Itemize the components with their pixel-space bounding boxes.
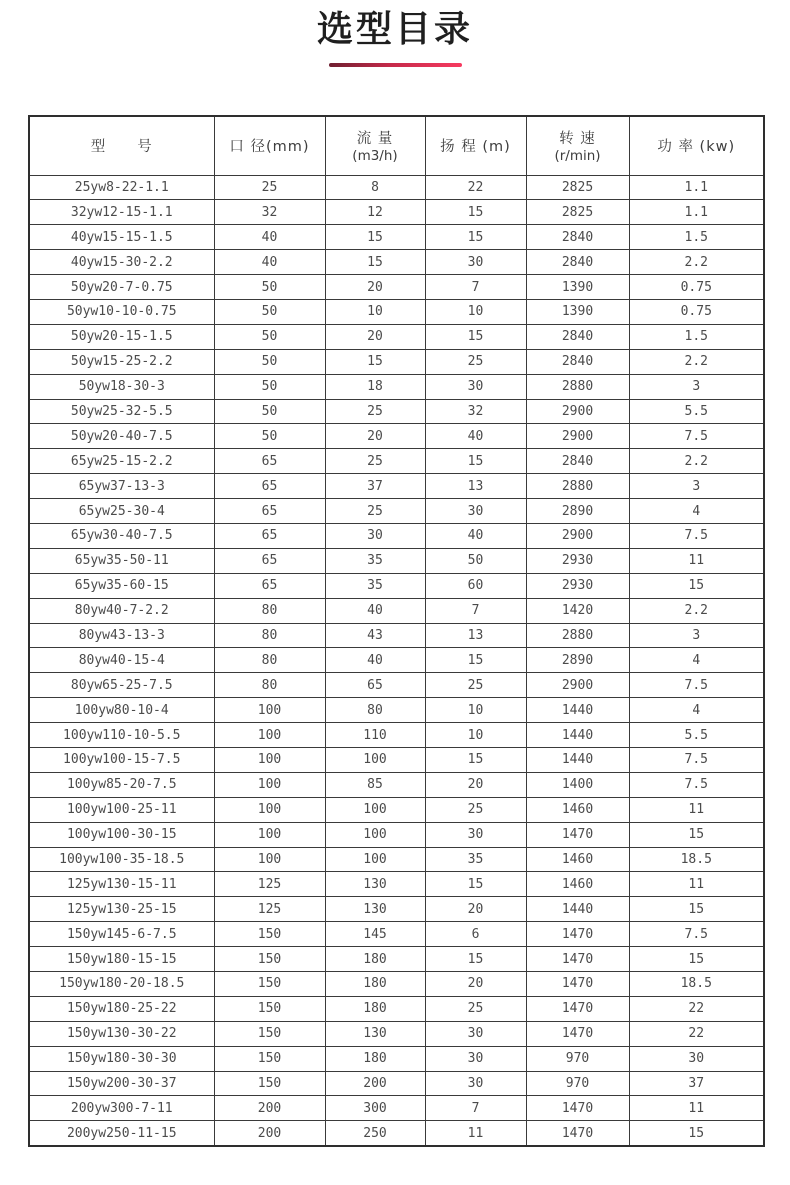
table-cell: 65 (214, 474, 325, 499)
table-cell: 1440 (526, 698, 629, 723)
table-cell: 145 (325, 922, 425, 947)
table-row (29, 772, 764, 797)
table-cell: 180 (325, 1046, 425, 1071)
table-cell: 85 (325, 772, 425, 797)
table-cell: 2840 (526, 324, 629, 349)
table-cell: 22 (425, 175, 526, 200)
table-cell: 11 (629, 797, 764, 822)
page-title: 选型目录 (316, 9, 473, 50)
table-cell: 65yw30-40-7.5 (29, 523, 214, 548)
table-cell: 10 (425, 723, 526, 748)
table-cell: 50 (214, 349, 325, 374)
column-header-power: 功 率 (kw) (629, 116, 764, 175)
table-cell: 20 (325, 324, 425, 349)
table-cell: 1440 (526, 723, 629, 748)
table-cell: 80yw40-7-2.2 (29, 598, 214, 623)
table-cell: 30 (425, 1021, 526, 1046)
table-cell: 150 (214, 1021, 325, 1046)
table-cell: 125yw130-25-15 (29, 897, 214, 922)
column-header-bore: 口 径(mm) (214, 116, 325, 175)
table-cell: 1440 (526, 897, 629, 922)
table-cell: 15 (425, 200, 526, 225)
table-cell: 150yw200-30-37 (29, 1071, 214, 1096)
table-cell: 150 (214, 922, 325, 947)
table-cell: 1.1 (629, 200, 764, 225)
table-cell: 15 (629, 947, 764, 972)
table-cell: 200yw300-7-11 (29, 1096, 214, 1121)
table-cell: 100yw85-20-7.5 (29, 772, 214, 797)
table-cell: 7.5 (629, 772, 764, 797)
table-header-row (29, 116, 764, 175)
table-cell: 2880 (526, 474, 629, 499)
table-cell: 7.5 (629, 424, 764, 449)
table-cell: 25 (425, 996, 526, 1021)
table-cell: 130 (325, 1021, 425, 1046)
table-row (29, 847, 764, 872)
table-cell: 50 (214, 424, 325, 449)
table-cell: 3 (629, 623, 764, 648)
table-cell: 15 (425, 947, 526, 972)
table-cell: 50 (425, 548, 526, 573)
table-cell: 40 (325, 598, 425, 623)
table-cell: 100 (214, 747, 325, 772)
table-row (29, 1096, 764, 1121)
table-cell: 2825 (526, 175, 629, 200)
table-cell: 30 (425, 822, 526, 847)
table-cell: 13 (425, 474, 526, 499)
table-cell: 7 (425, 275, 526, 300)
table-cell: 15 (629, 897, 764, 922)
table-row (29, 947, 764, 972)
table-cell: 1460 (526, 872, 629, 897)
table-cell: 65yw35-50-11 (29, 548, 214, 573)
table-cell: 110 (325, 723, 425, 748)
table-cell: 100yw110-10-5.5 (29, 723, 214, 748)
table-cell: 200yw250-11-15 (29, 1121, 214, 1146)
table-cell: 0.75 (629, 299, 764, 324)
table-cell: 25 (425, 349, 526, 374)
table-cell: 130 (325, 897, 425, 922)
table-cell: 180 (325, 972, 425, 997)
table-cell: 25 (325, 449, 425, 474)
table-cell: 125yw130-15-11 (29, 872, 214, 897)
table-cell: 43 (325, 623, 425, 648)
table-row (29, 1046, 764, 1071)
table-row (29, 922, 764, 947)
table-cell: 150 (214, 1071, 325, 1096)
table-cell: 50 (214, 299, 325, 324)
table-row (29, 424, 764, 449)
table-cell: 2890 (526, 648, 629, 673)
table-cell: 30 (425, 1046, 526, 1071)
table-cell: 22 (629, 996, 764, 1021)
table-cell: 2.2 (629, 449, 764, 474)
table-cell: 25 (425, 673, 526, 698)
table-cell: 50yw20-7-0.75 (29, 275, 214, 300)
column-header-head: 扬 程 (m) (425, 116, 526, 175)
table-cell: 11 (629, 1096, 764, 1121)
table-cell: 4 (629, 499, 764, 524)
table-cell: 40 (425, 424, 526, 449)
table-cell: 2840 (526, 449, 629, 474)
table-cell: 7.5 (629, 922, 764, 947)
table-cell: 2840 (526, 225, 629, 250)
table-cell: 32yw12-15-1.1 (29, 200, 214, 225)
table-cell: 100yw100-25-11 (29, 797, 214, 822)
table-row (29, 374, 764, 399)
table-cell: 1460 (526, 847, 629, 872)
table-cell: 25 (425, 797, 526, 822)
table-cell: 150 (214, 947, 325, 972)
table-cell: 200 (214, 1096, 325, 1121)
table-cell: 150 (214, 996, 325, 1021)
table-cell: 2900 (526, 673, 629, 698)
table-cell: 2900 (526, 424, 629, 449)
table-row (29, 399, 764, 424)
table-row (29, 698, 764, 723)
table-row (29, 349, 764, 374)
table-cell: 11 (629, 872, 764, 897)
table-cell: 2930 (526, 548, 629, 573)
table-cell: 15 (425, 324, 526, 349)
table-cell: 180 (325, 996, 425, 1021)
table-cell: 40yw15-15-1.5 (29, 225, 214, 250)
table-row (29, 747, 764, 772)
table-cell: 7.5 (629, 747, 764, 772)
table-cell: 100yw100-35-18.5 (29, 847, 214, 872)
table-row (29, 324, 764, 349)
table-cell: 65yw35-60-15 (29, 573, 214, 598)
table-cell: 15 (629, 573, 764, 598)
table-row (29, 474, 764, 499)
table-cell: 15 (325, 250, 425, 275)
table-cell: 25 (214, 175, 325, 200)
table-cell: 1470 (526, 922, 629, 947)
table-cell: 50 (214, 374, 325, 399)
table-cell: 1470 (526, 1121, 629, 1146)
table-cell: 7.5 (629, 673, 764, 698)
table-cell: 2900 (526, 523, 629, 548)
table-cell: 32 (425, 399, 526, 424)
table-cell: 150 (214, 972, 325, 997)
table-cell: 65yw37-13-3 (29, 474, 214, 499)
table-cell: 150yw180-25-22 (29, 996, 214, 1021)
table-cell: 25 (325, 399, 425, 424)
table-row (29, 250, 764, 275)
table-cell: 50yw20-15-1.5 (29, 324, 214, 349)
table-cell: 100 (214, 847, 325, 872)
table-cell: 50 (214, 324, 325, 349)
table-cell: 30 (425, 374, 526, 399)
table-cell: 1470 (526, 996, 629, 1021)
table-row (29, 299, 764, 324)
table-cell: 65 (214, 449, 325, 474)
table-cell: 11 (629, 548, 764, 573)
table-cell: 30 (629, 1046, 764, 1071)
table-cell: 100yw100-30-15 (29, 822, 214, 847)
table-cell: 35 (325, 548, 425, 573)
table-cell: 150yw180-30-30 (29, 1046, 214, 1071)
table-cell: 40 (325, 648, 425, 673)
table-cell: 65yw25-30-4 (29, 499, 214, 524)
table-cell: 2900 (526, 399, 629, 424)
table-cell: 150yw145-6-7.5 (29, 922, 214, 947)
table-cell: 15 (425, 648, 526, 673)
table-cell: 65 (214, 548, 325, 573)
table-cell: 100yw80-10-4 (29, 698, 214, 723)
table-cell: 1390 (526, 275, 629, 300)
table-cell: 8 (325, 175, 425, 200)
table-cell: 100 (325, 822, 425, 847)
table-cell: 3 (629, 374, 764, 399)
table-cell: 100 (214, 772, 325, 797)
table-cell: 1.5 (629, 324, 764, 349)
table-row (29, 175, 764, 200)
table-cell: 200 (214, 1121, 325, 1146)
table-row (29, 449, 764, 474)
table-cell: 7.5 (629, 523, 764, 548)
table-cell: 18 (325, 374, 425, 399)
table-cell: 150yw130-30-22 (29, 1021, 214, 1046)
table-row (29, 1021, 764, 1046)
table-cell: 100 (214, 797, 325, 822)
table-cell: 50yw15-25-2.2 (29, 349, 214, 374)
table-cell: 15 (425, 872, 526, 897)
table-cell: 2890 (526, 499, 629, 524)
table-cell: 50 (214, 275, 325, 300)
table-cell: 250 (325, 1121, 425, 1146)
column-header-flow: 流 量 (m3/h) (325, 116, 425, 175)
table-cell: 12 (325, 200, 425, 225)
table-row (29, 797, 764, 822)
table-cell: 15 (325, 225, 425, 250)
table-cell: 30 (325, 523, 425, 548)
table-cell: 10 (425, 698, 526, 723)
table-cell: 2.2 (629, 598, 764, 623)
table-cell: 2840 (526, 250, 629, 275)
table-cell: 1400 (526, 772, 629, 797)
table-row (29, 499, 764, 524)
table-cell: 20 (425, 972, 526, 997)
table-row (29, 972, 764, 997)
table-cell: 80 (214, 673, 325, 698)
table-cell: 10 (325, 299, 425, 324)
table-cell: 100 (325, 797, 425, 822)
table-cell: 1.5 (629, 225, 764, 250)
table-cell: 4 (629, 648, 764, 673)
table-cell: 5.5 (629, 723, 764, 748)
table-row (29, 648, 764, 673)
table-cell: 65 (214, 499, 325, 524)
column-header-speed: 转 速 (r/min) (526, 116, 629, 175)
table-cell: 150yw180-20-18.5 (29, 972, 214, 997)
table-cell: 10 (425, 299, 526, 324)
table-cell: 6 (425, 922, 526, 947)
table-cell: 1470 (526, 822, 629, 847)
table-cell: 15 (425, 747, 526, 772)
table-row (29, 723, 764, 748)
table-cell: 65 (325, 673, 425, 698)
table-cell: 2930 (526, 573, 629, 598)
table-cell: 180 (325, 947, 425, 972)
table-cell: 1470 (526, 947, 629, 972)
table-cell: 0.75 (629, 275, 764, 300)
table-cell: 150 (214, 1046, 325, 1071)
table-cell: 30 (425, 1071, 526, 1096)
table-cell: 5.5 (629, 399, 764, 424)
table-cell: 32 (214, 200, 325, 225)
table-cell: 40 (425, 523, 526, 548)
table-cell: 1470 (526, 1096, 629, 1121)
column-header-model: 型 号 (29, 116, 214, 175)
table-cell: 20 (425, 897, 526, 922)
table-row (29, 523, 764, 548)
table-cell: 35 (325, 573, 425, 598)
table-cell: 80 (214, 623, 325, 648)
table-cell: 100yw100-15-7.5 (29, 747, 214, 772)
table-row (29, 548, 764, 573)
table-cell: 200 (325, 1071, 425, 1096)
table-cell: 18.5 (629, 972, 764, 997)
table-cell: 50yw25-32-5.5 (29, 399, 214, 424)
table-cell: 150yw180-15-15 (29, 947, 214, 972)
table-row (29, 623, 764, 648)
table-row (29, 225, 764, 250)
table-cell: 970 (526, 1046, 629, 1071)
table-cell: 100 (325, 747, 425, 772)
table-cell: 80 (214, 598, 325, 623)
table-cell: 300 (325, 1096, 425, 1121)
table-cell: 2840 (526, 349, 629, 374)
table-cell: 35 (425, 847, 526, 872)
table-cell: 30 (425, 499, 526, 524)
table-cell: 100 (214, 698, 325, 723)
table-cell: 20 (325, 275, 425, 300)
table-row (29, 996, 764, 1021)
table-cell: 2.2 (629, 349, 764, 374)
table-cell: 1.1 (629, 175, 764, 200)
table-cell: 1470 (526, 1021, 629, 1046)
table-cell: 50 (214, 399, 325, 424)
table-body (29, 175, 764, 1146)
table-cell: 7 (425, 1096, 526, 1121)
table-cell: 1440 (526, 747, 629, 772)
title-underline-accent (329, 63, 462, 67)
table-cell: 65 (214, 523, 325, 548)
table-cell: 20 (325, 424, 425, 449)
table-cell: 37 (325, 474, 425, 499)
table-cell: 125 (214, 897, 325, 922)
table-row (29, 598, 764, 623)
table-cell: 40yw15-30-2.2 (29, 250, 214, 275)
table-cell: 80yw65-25-7.5 (29, 673, 214, 698)
table-row (29, 897, 764, 922)
table-cell: 1390 (526, 299, 629, 324)
table-cell: 22 (629, 1021, 764, 1046)
table-cell: 3 (629, 474, 764, 499)
table-cell: 100 (325, 847, 425, 872)
table-cell: 30 (425, 250, 526, 275)
table-row (29, 673, 764, 698)
table-cell: 100 (214, 723, 325, 748)
table-row (29, 822, 764, 847)
table-cell: 50yw20-40-7.5 (29, 424, 214, 449)
table-cell: 1420 (526, 598, 629, 623)
table-cell: 2825 (526, 200, 629, 225)
table-cell: 2880 (526, 623, 629, 648)
table-cell: 50yw10-10-0.75 (29, 299, 214, 324)
table-cell: 2880 (526, 374, 629, 399)
table-row (29, 1121, 764, 1146)
table-cell: 15 (425, 225, 526, 250)
selection-catalog-table (28, 115, 765, 1147)
table-cell: 15 (629, 822, 764, 847)
table-cell: 50yw18-30-3 (29, 374, 214, 399)
table-cell: 13 (425, 623, 526, 648)
table-cell: 18.5 (629, 847, 764, 872)
table-row (29, 1071, 764, 1096)
table-cell: 40 (214, 225, 325, 250)
table-cell: 1460 (526, 797, 629, 822)
table-row (29, 872, 764, 897)
table-cell: 60 (425, 573, 526, 598)
table-cell: 40 (214, 250, 325, 275)
table-cell: 970 (526, 1071, 629, 1096)
table-cell: 7 (425, 598, 526, 623)
table-cell: 37 (629, 1071, 764, 1096)
table-cell: 15 (629, 1121, 764, 1146)
table-row (29, 573, 764, 598)
table-row (29, 275, 764, 300)
table-cell: 125 (214, 872, 325, 897)
table-row (29, 200, 764, 225)
table-cell: 20 (425, 772, 526, 797)
table-cell: 80yw43-13-3 (29, 623, 214, 648)
table-cell: 100 (214, 822, 325, 847)
table-cell: 65yw25-15-2.2 (29, 449, 214, 474)
table-cell: 25 (325, 499, 425, 524)
table-cell: 15 (425, 449, 526, 474)
table-cell: 25yw8-22-1.1 (29, 175, 214, 200)
table-cell: 65 (214, 573, 325, 598)
table-cell: 1470 (526, 972, 629, 997)
table-cell: 80 (214, 648, 325, 673)
table-cell: 80 (325, 698, 425, 723)
table-cell: 130 (325, 872, 425, 897)
table-cell: 15 (325, 349, 425, 374)
table-cell: 80yw40-15-4 (29, 648, 214, 673)
table-cell: 2.2 (629, 250, 764, 275)
table-cell: 4 (629, 698, 764, 723)
table-cell: 11 (425, 1121, 526, 1146)
